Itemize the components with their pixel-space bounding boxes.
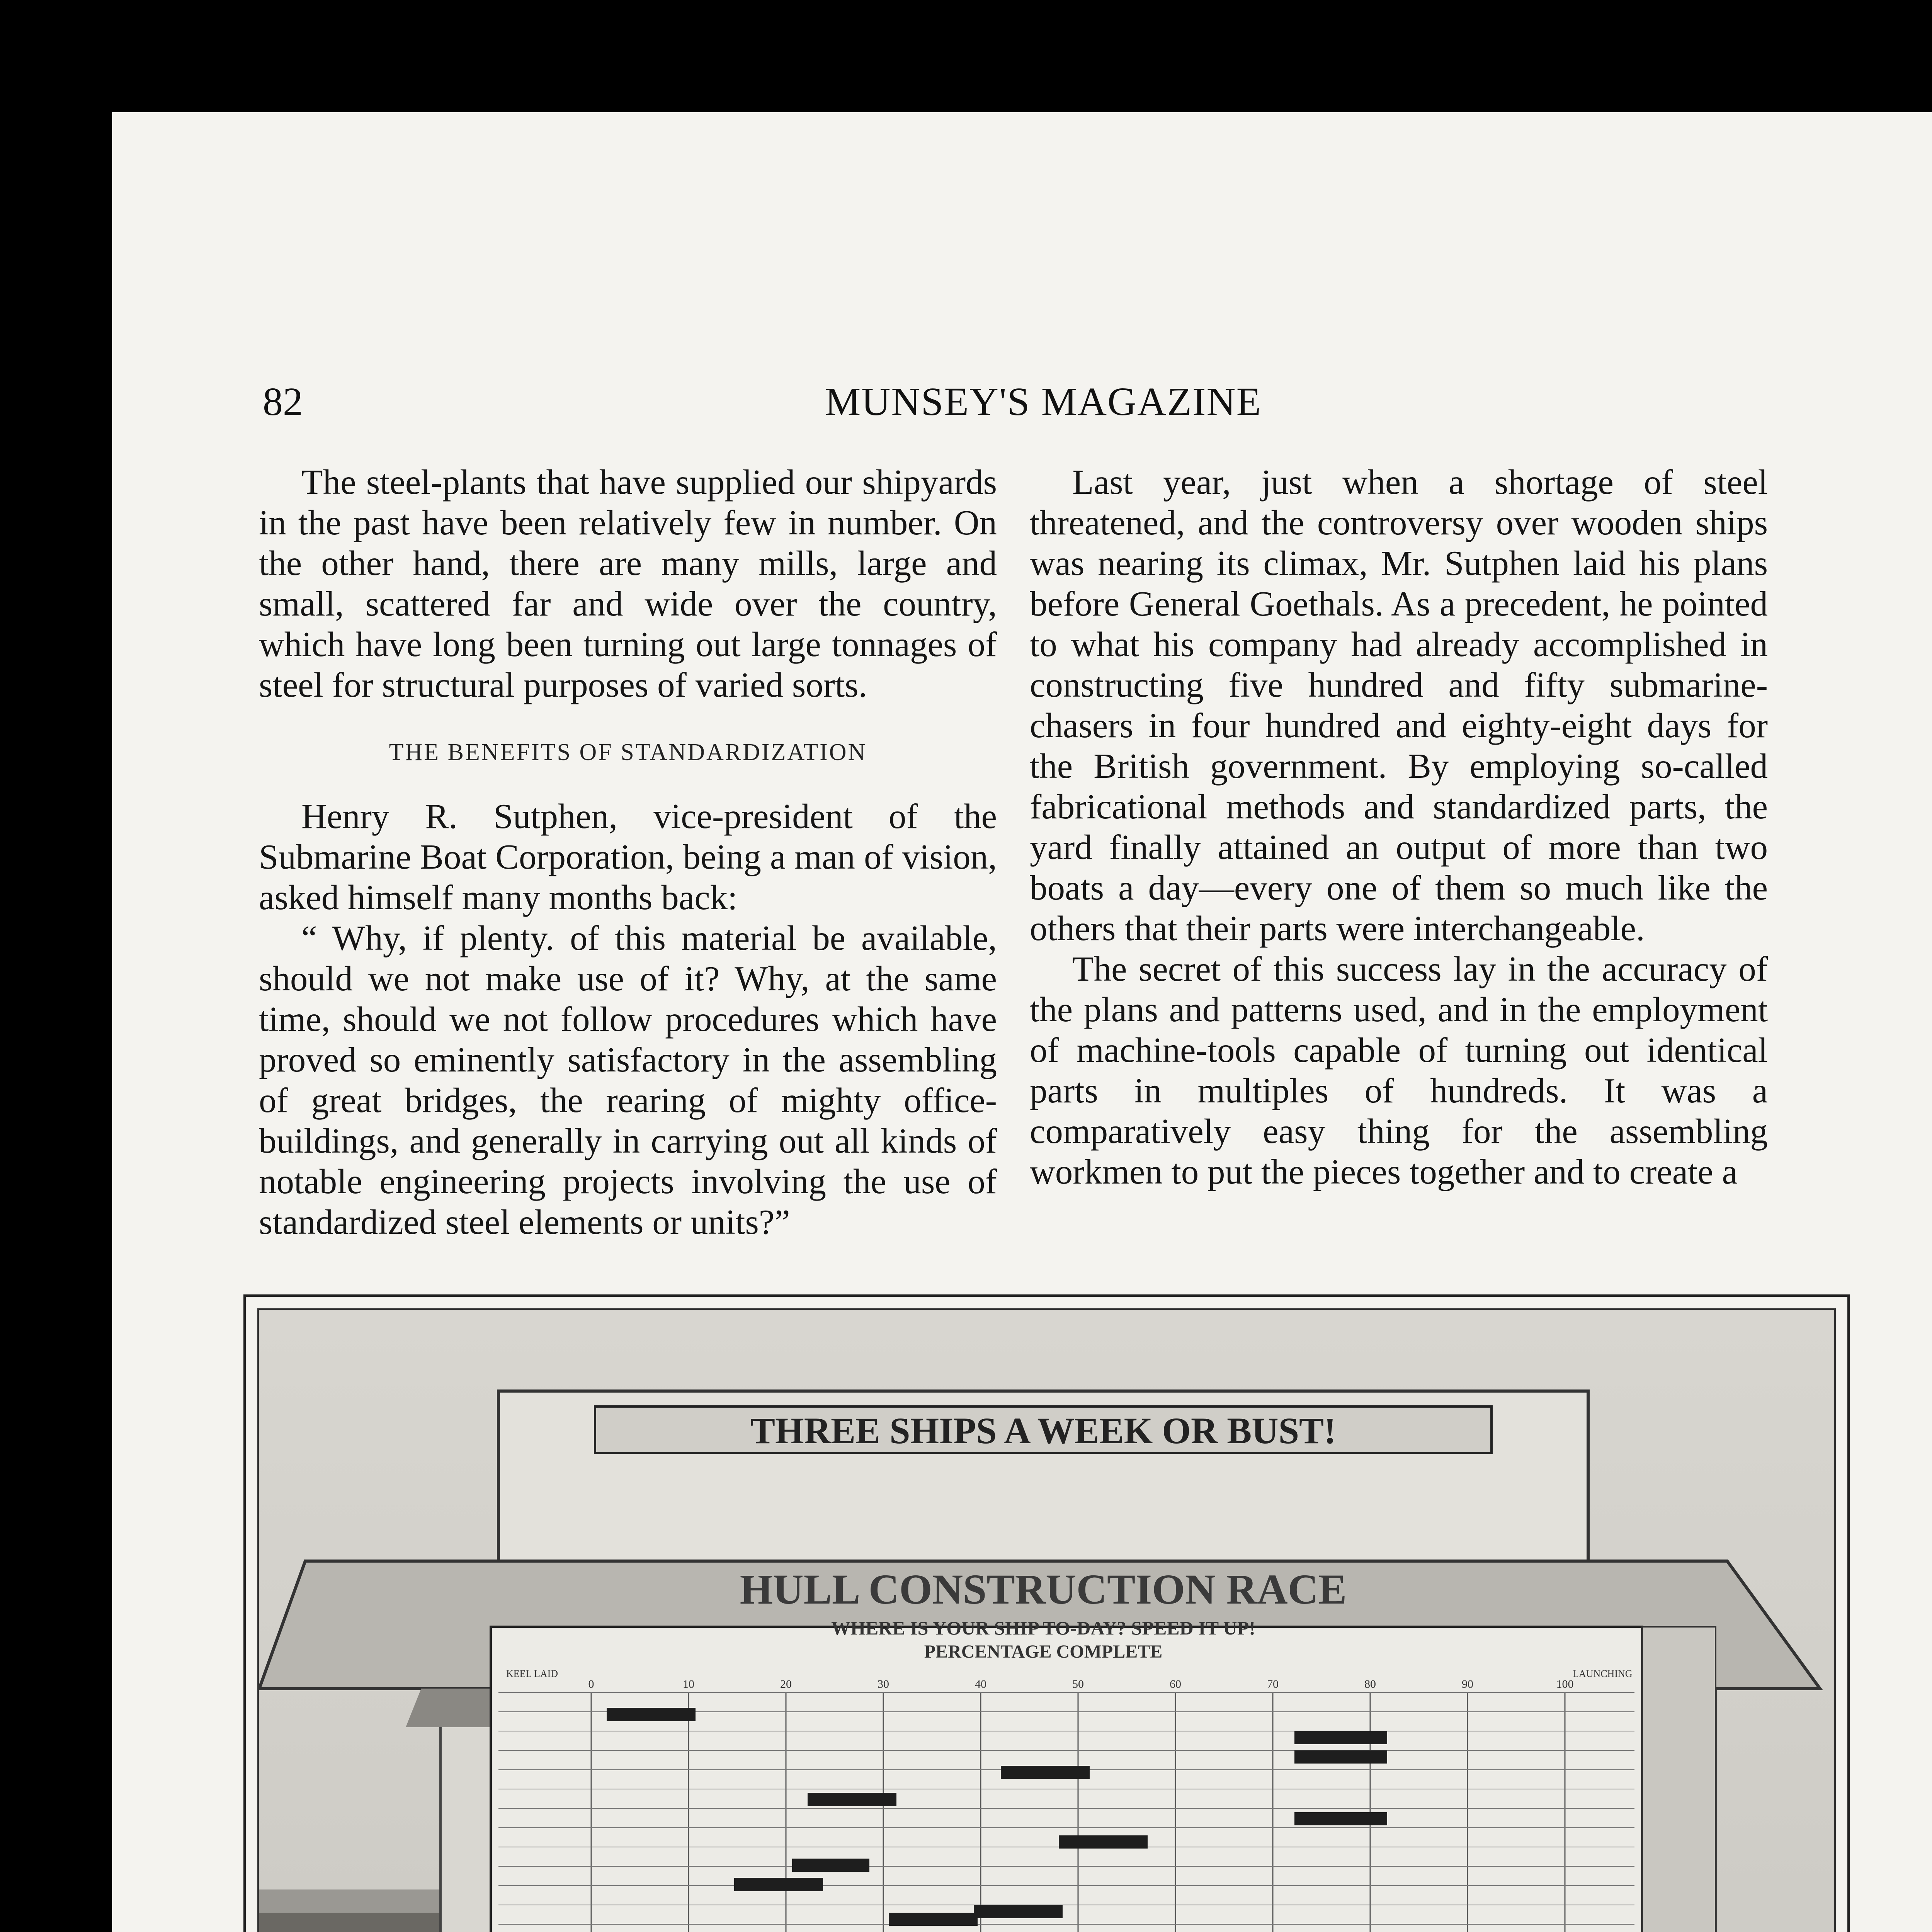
scale-tick-label: 80 <box>1364 1678 1376 1690</box>
scale-tick-label: 100 <box>1556 1678 1574 1690</box>
paragraph: Henry R. Sutphen, vice-president of the Submarine Boat Corporation, being a man of vision, asked himself many months back: <box>259 797 997 917</box>
left-column <box>259 462 997 1242</box>
magazine-page <box>112 112 1932 1932</box>
page-number: 82 <box>263 379 303 424</box>
scale-tick-label: 40 <box>975 1678 986 1690</box>
section-heading: THE BENEFITS OF STANDARDIZATION <box>389 739 867 765</box>
keel-laid-label: KEEL LAID <box>506 1668 558 1679</box>
running-header <box>112 379 1932 433</box>
paragraph: The steel-plants that have supplied our shipyards in the past have been relatively few in number. On the other hand, there are many mills, large and small, scattered far and wide over the country, which have long been turning out large tonnages of steel for structural purposes of varied sorts. <box>259 463 997 704</box>
scale-tick-label: 10 <box>683 1678 694 1690</box>
scale-tick-label: 70 <box>1267 1678 1279 1690</box>
scale-tick-label: 20 <box>780 1678 792 1690</box>
scale-tick-label: 30 <box>878 1678 889 1690</box>
scale-tick-label: 50 <box>1072 1678 1084 1690</box>
board-heading: PERCENTAGE COMPLETE <box>924 1641 1163 1662</box>
scale-tick-label: 60 <box>1170 1678 1181 1690</box>
launching-label: LAUNCHING <box>1573 1668 1633 1679</box>
scale-tick-label: 0 <box>588 1678 594 1690</box>
figure-frame <box>243 1294 1850 1932</box>
scale-tick-label: 90 <box>1462 1678 1473 1690</box>
magazine-title: MUNSEY'S MAGAZINE <box>825 379 1262 424</box>
board-title: HULL CONSTRUCTION RACE <box>740 1566 1347 1613</box>
sign-banner: THREE SHIPS A WEEK OR BUST! <box>750 1410 1337 1451</box>
scoreboard-photo <box>257 1308 1836 1932</box>
paragraph: The secret of this success lay in the accuracy of the plans and patterns used, and in the employment of machine-tools capable of turning out identical parts in multiples of hundreds. It was a comparatively easy thing for the assembling workmen to put the pieces together and to create a <box>1030 949 1768 1191</box>
board-subtitle: WHERE IS YOUR SHIP TO-DAY? SPEED IT UP! <box>831 1617 1255 1639</box>
quotation-paragraph: “ Why, if plenty. of this material be available, should we not make use of it? Why, at the same time, should we not follow procedures which have proved so eminently satisfactory in the assembling of great bridges, the rearing of mighty office-buildings, and generally in carrying out all kinds of notable engineering projects involving the use of standardized steel elements or units?” <box>259 918 997 1242</box>
right-column <box>1030 462 1768 1192</box>
paragraph: Last year, just when a shortage of steel threatened, and the controversy over wooden ships was nearing its climax, Mr. Sutphen laid his plans before General Goethals. As a precedent, he pointed to what his company had already accomplished in constructing five hundred and fifty submarine-chasers in four hundred and eighty-eight days for the British government. By employing so-called fabricational methods and standardized parts, the yard finally attained an output of more than two boats a day—every one of them so much like the others that their parts were interchangeable. <box>1030 463 1768 948</box>
